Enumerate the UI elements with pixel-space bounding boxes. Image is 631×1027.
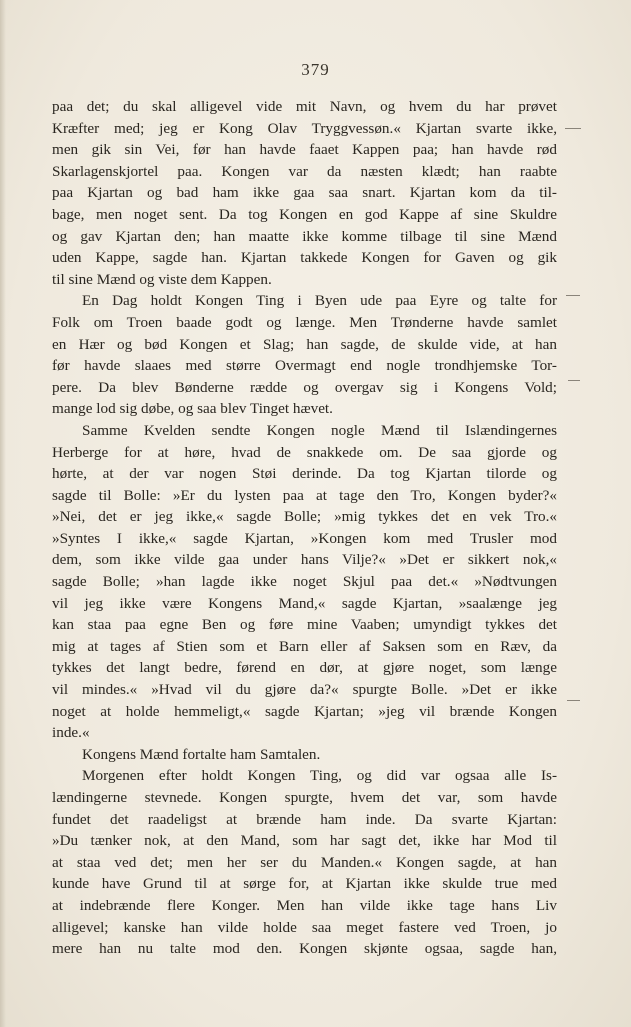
margin-mark bbox=[565, 128, 581, 129]
text-line: Kræfter med; jeg er Kong Olav Tryggvessøn.« Kjartan svarte ikke, bbox=[52, 119, 557, 137]
text-line: sagde til Bolle: »Er du lysten paa at tage den Tro, Kongen byder?« bbox=[52, 486, 557, 504]
text-line: en Hær og bød Kongen et Slag; han sagde, de skulde vide, at han bbox=[52, 335, 557, 353]
text-line: »Du tænker nok, at den Mand, som har sagt det, ikke har Mod til bbox=[52, 832, 557, 850]
text-line: Samme Kvelden sendte Kongen nogle Mænd til Islændingernes bbox=[82, 421, 557, 439]
margin-mark bbox=[567, 700, 580, 701]
text-line: Kongens Mænd fortalte ham Samtalen. bbox=[82, 745, 321, 763]
text-line: uden Kappe, sagde han. Kjartan takkede Kongen for Gaven og gik bbox=[52, 249, 557, 267]
text-line: Herberge for at høre, hvad de snakkede om. De saa gjorde og bbox=[52, 443, 557, 461]
text-line: alligevel; kanske han vilde holde saa meget fastere ved Troen, jo bbox=[52, 918, 557, 936]
text-line: at indebrænde flere Konger. Men han vilde ikke tage hans Liv bbox=[52, 896, 557, 914]
margin-mark bbox=[566, 295, 580, 296]
text-line: vil jeg ikke være Kongens Mand,« sagde Kjartan, »saalænge jeg bbox=[52, 594, 557, 612]
text-line: hørte, at der var nogen Støi derinde. Da tog Kjartan tilorde og bbox=[52, 465, 557, 483]
text-line: dem, som ikke vilde gaa under hans Vilje?« »Det er sikkert nok,« bbox=[52, 551, 557, 569]
page-edge-shadow bbox=[0, 0, 6, 1027]
body-text bbox=[52, 96, 557, 960]
text-line: vil mindes.« »Hvad vil du gjøre da?« spurgte Bolle. »Det er ikke bbox=[52, 681, 557, 699]
text-line: »Syntes I ikke,« sagde Kjartan, »Kongen kom med Trusler mod bbox=[52, 529, 557, 547]
text-line: inde.« bbox=[52, 724, 90, 742]
text-line: »Nei, det er jeg ikke,« sagde Bolle; »mig tykkes det en vek Tro.« bbox=[52, 508, 557, 526]
text-line: fundet det raadeligst at brænde ham inde. Da svarte Kjartan: bbox=[52, 810, 557, 828]
text-line: men gik sin Vei, før han havde faaet Kappen paa; han havde rød bbox=[52, 141, 557, 159]
text-line: En Dag holdt Kongen Ting i Byen ude paa Eyre og talte for bbox=[82, 292, 557, 310]
text-line: kunde have Grund til at sørge for, at Kjartan ikke skulde true med bbox=[52, 875, 557, 893]
text-line: mange lod sig døbe, og saa blev Tinget hævet. bbox=[52, 400, 333, 418]
text-line: pere. Da blev Bønderne rædde og overgav sig i Kongens Vold; bbox=[52, 378, 557, 396]
text-line: paa det; du skal alligevel vide mit Navn, og hvem du har prøvet bbox=[52, 98, 557, 115]
text-line: mig at tages af Stien som et Barn eller af Saksen som en Ræv, da bbox=[52, 637, 557, 655]
text-line: paa Kjartan og bad ham ikke gaa saa snart. Kjartan kom da til- bbox=[52, 184, 557, 202]
text-line: til sine Mænd og viste dem Kappen. bbox=[52, 270, 272, 288]
text-line: sagde Bolle; »han lagde ikke noget Skjul paa det.« »Nødtvungen bbox=[52, 573, 557, 591]
text-line: Morgenen efter holdt Kongen Ting, og did var ogsaa alle Is- bbox=[82, 767, 557, 785]
text-line: mere han nu talte mod den. Kongen skjønte ogsaa, sagde han, bbox=[52, 940, 557, 958]
text-line: noget at holde hemmeligt,« sagde Kjartan; »jeg vil brænde Kongen bbox=[52, 702, 557, 720]
text-line: at staa ved det; men her ser du Manden.« Kongen sagde, at han bbox=[52, 853, 557, 871]
text-line: og gav Kjartan den; han maatte ikke komme tilbage til sine Mænd bbox=[52, 227, 557, 245]
page-number: 379 bbox=[301, 60, 330, 79]
text-line: kan staa paa egne Ben og føre mine Vaaben; umyndigt tykkes det bbox=[52, 616, 557, 634]
text-line: før havde slaaes med større Overmagt end nogle trondhjemske Tor- bbox=[52, 357, 557, 375]
text-line: Skarlagenskjortel paa. Kongen var da næsten klædt; han raabte bbox=[52, 162, 557, 180]
text-line: tykkes det langt bedre, førend en dør, at gjøre noget, som længe bbox=[52, 659, 557, 677]
text-line: bage, men noget sent. Da tog Kongen en god Kappe af sine Skuldre bbox=[52, 205, 557, 223]
text-line: lændingerne stevnede. Kongen spurgte, hvem det var, som havde bbox=[52, 789, 557, 806]
text-line: Folk om Troen baade godt og længe. Men Trønderne havde samlet bbox=[52, 313, 557, 331]
margin-mark bbox=[568, 380, 580, 381]
